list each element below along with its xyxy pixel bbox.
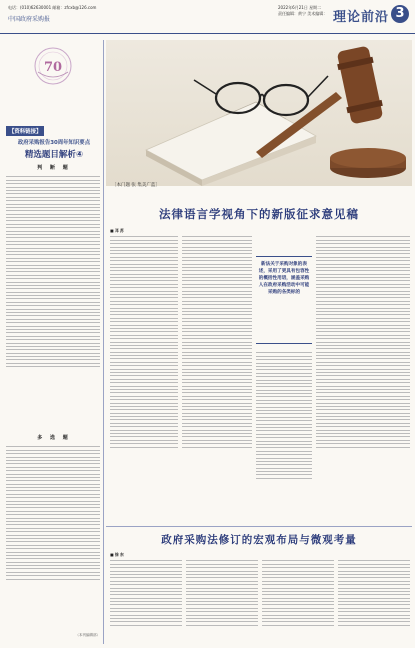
article-headline: 政府采购法修订的宏观布局与微观考量 xyxy=(161,534,357,546)
emblem-number: 70 xyxy=(43,60,63,75)
column-tag: 【资料链接】 xyxy=(6,126,44,136)
body-text-block xyxy=(6,444,100,629)
article-body-column xyxy=(110,558,182,644)
photo-caption: ［本门题 张 集美广蓝］ xyxy=(112,183,160,188)
editor-line: 责任编辑：黄宁 美术编辑： xyxy=(278,11,328,16)
article-body-column xyxy=(262,558,334,644)
section-heading-judgement: 判 断 题 xyxy=(37,165,71,171)
article-body-column xyxy=(182,234,252,524)
date-line: 2022年6月21日 星期二 xyxy=(278,5,322,10)
column-footer-note: （本刊编辑部） xyxy=(75,633,100,637)
article-body-column xyxy=(316,234,410,524)
article-body-column xyxy=(338,558,410,644)
page-header xyxy=(0,0,415,34)
article-byline: ■ 徐 东 xyxy=(110,552,124,557)
section-title: 理论前沿 xyxy=(332,10,389,25)
column-title: 精选题目解析④ xyxy=(24,150,84,160)
pull-quote-text: 新法关于采购对象的表述，采用了更具有包容性的概括性用语，涵盖采购人在政府采购活动中可能采购的各类标的 xyxy=(258,262,310,295)
article-body-column xyxy=(256,350,312,524)
body-text-block xyxy=(6,174,100,424)
article-body-column xyxy=(110,234,178,524)
pull-quote xyxy=(256,256,312,344)
left-column xyxy=(4,40,102,644)
masthead-contact: 电话：(010)62630001 邮箱：zfcxb@126.com xyxy=(8,5,97,10)
column-divider xyxy=(103,40,104,644)
article-headline: 法律语言学视角下的新版征求意见稿 xyxy=(159,207,359,221)
section-heading-multiple-choice: 多 选 题 xyxy=(37,435,71,441)
article-divider xyxy=(106,526,412,527)
article-body-column xyxy=(186,558,258,644)
feature-photo xyxy=(106,40,412,186)
article-byline: ■ 邓 苏 xyxy=(110,228,124,233)
paper-name: 中国政府采购报 xyxy=(8,16,51,23)
column-subtitle: 政府采购报告30周年知识要点 xyxy=(17,140,91,146)
page-number: 3 xyxy=(391,5,409,23)
gavel-book-illustration-icon xyxy=(106,40,412,186)
anniversary-emblem-icon xyxy=(24,46,82,88)
